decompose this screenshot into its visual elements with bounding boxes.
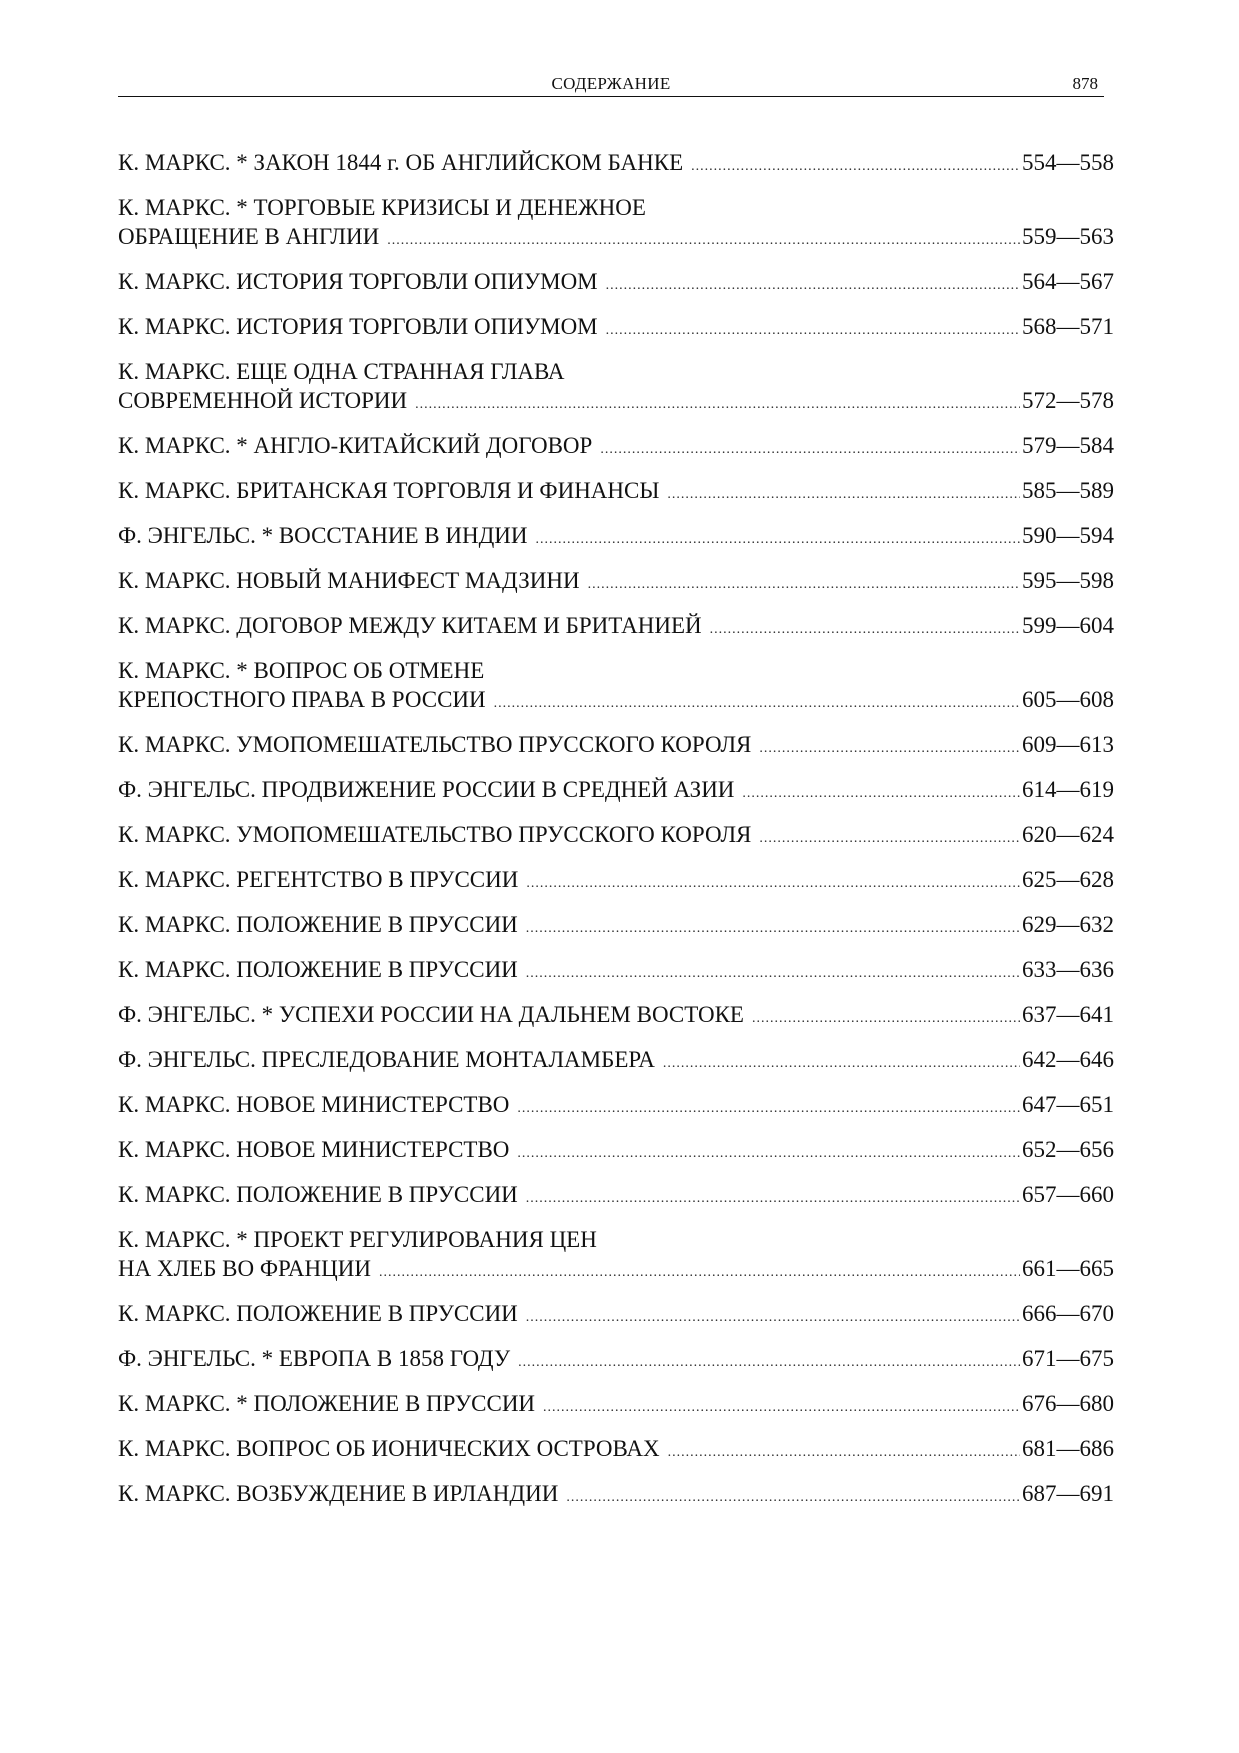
toc-entry <box>118 730 1114 763</box>
dot-leader <box>606 316 1020 345</box>
toc-entry-row <box>118 1045 1114 1078</box>
toc-entry <box>118 476 1114 509</box>
toc-entry-title: Ф. ЭНГЕЛЬС. * ВОССТАНИЕ В ИНДИИ <box>118 523 528 548</box>
dot-leader <box>526 1184 1020 1213</box>
toc-entry-pages: 647—651 <box>1022 1092 1114 1117</box>
toc-entry-row <box>118 955 1114 988</box>
toc-entry-title: К. МАРКС. УМОПОМЕШАТЕЛЬСТВО ПРУССКОГО КОРОЛЯ <box>118 822 752 847</box>
toc-entry-title: НА ХЛЕБ ВО ФРАНЦИИ <box>118 1256 371 1281</box>
toc-entry-title: К. МАРКС. * ПОЛОЖЕНИЕ В ПРУССИИ <box>118 1391 536 1416</box>
toc-entry-pages: 605—608 <box>1022 687 1114 712</box>
toc-entry <box>118 1000 1114 1033</box>
toc-entry <box>118 820 1114 853</box>
toc-entry-pages: 666—670 <box>1022 1301 1114 1326</box>
toc-entry-title: СОВРЕМЕННОЙ ИСТОРИИ <box>118 388 408 413</box>
toc-entry-row <box>118 1180 1114 1213</box>
toc-entry-row <box>118 865 1114 898</box>
toc-entry <box>118 1479 1114 1512</box>
toc-entry-row <box>118 1135 1114 1168</box>
dot-leader <box>663 1049 1020 1078</box>
toc-entry-title: ОБРАЩЕНИЕ В АНГЛИИ <box>118 224 380 249</box>
dot-leader <box>536 525 1021 554</box>
toc-entry-row <box>118 1000 1114 1033</box>
toc-entry-title: К. МАРКС. ИСТОРИЯ ТОРГОВЛИ ОПИУМОМ <box>118 269 598 294</box>
dot-leader <box>387 226 1020 255</box>
dot-leader <box>517 1094 1020 1123</box>
toc-entry-title: К. МАРКС. УМОПОМЕШАТЕЛЬСТВО ПРУССКОГО КОРОЛЯ <box>118 732 752 757</box>
toc-entry <box>118 1434 1114 1467</box>
toc-entry-row <box>118 267 1114 300</box>
dot-leader <box>415 390 1020 419</box>
toc-entry-title: Ф. ЭНГЕЛЬС. * ЕВРОПА В 1858 ГОДУ <box>118 1346 511 1371</box>
toc-entry-row <box>118 1299 1114 1332</box>
toc-entry-pages: 559—563 <box>1022 224 1114 249</box>
dot-leader <box>759 824 1020 853</box>
toc-entry-title: К. МАРКС. ПОЛОЖЕНИЕ В ПРУССИИ <box>118 1301 518 1326</box>
toc-entry-title: К. МАРКС. ДОГОВОР МЕЖДУ КИТАЕМ И БРИТАНИЕЙ <box>118 613 702 638</box>
toc-entry <box>118 1090 1114 1123</box>
dot-leader <box>691 152 1020 181</box>
toc-entry-title: К. МАРКС. НОВОЕ МИНИСТЕРСТВО <box>118 1137 510 1162</box>
toc-entry <box>118 267 1114 300</box>
toc-entry-title: К. МАРКС. * ВОПРОС ОБ ОТМЕНЕ <box>118 658 485 683</box>
toc-entry-row <box>118 1389 1114 1422</box>
toc-entry <box>118 955 1114 988</box>
dot-leader <box>518 1348 1020 1377</box>
toc-entry-pages: 609—613 <box>1022 732 1114 757</box>
dot-leader <box>379 1258 1020 1287</box>
toc-entry-pages: 652—656 <box>1022 1137 1114 1162</box>
toc-entry-row <box>118 611 1114 644</box>
dot-leader <box>588 570 1020 599</box>
toc-entry-row <box>118 222 1114 255</box>
toc-entry <box>118 611 1114 644</box>
toc-entry <box>118 865 1114 898</box>
toc-entry-title: К. МАРКС. * ЗАКОН 1844 г. ОБ АНГЛИЙСКОМ БАНКЕ <box>118 150 684 175</box>
toc-entry-pages: 633—636 <box>1022 957 1114 982</box>
toc-entry-row <box>118 386 1114 419</box>
page-number: 878 <box>1072 74 1098 93</box>
toc-entry-pages: 642—646 <box>1022 1047 1114 1072</box>
toc-entry-pages: 629—632 <box>1022 912 1114 937</box>
toc-entry-title: К. МАРКС. ПОЛОЖЕНИЕ В ПРУССИИ <box>118 957 518 982</box>
dot-leader <box>526 869 1020 898</box>
toc-entry-title: К. МАРКС. ИСТОРИЯ ТОРГОВЛИ ОПИУМОМ <box>118 314 598 339</box>
toc-entry-title: Ф. ЭНГЕЛЬС. * УСПЕХИ РОССИИ НА ДАЛЬНЕМ ВОСТОКЕ <box>118 1002 744 1027</box>
toc-entry <box>118 1299 1114 1332</box>
toc-entry-title: К. МАРКС. ПОЛОЖЕНИЕ В ПРУССИИ <box>118 912 518 937</box>
toc-entry <box>118 656 1114 718</box>
toc-entry <box>118 1225 1114 1287</box>
toc-entry-title: К. МАРКС. * АНГЛО-КИТАЙСКИЙ ДОГОВОР <box>118 433 593 458</box>
dot-leader <box>759 734 1020 763</box>
toc-entry-title: КРЕПОСТНОГО ПРАВА В РОССИИ <box>118 687 486 712</box>
toc-entry-title: К. МАРКС. * ПРОЕКТ РЕГУЛИРОВАНИЯ ЦЕН <box>118 1227 597 1252</box>
dot-leader <box>606 271 1020 300</box>
toc-entry-title: К. МАРКС. НОВОЕ МИНИСТЕРСТВО <box>118 1092 510 1117</box>
table-of-contents <box>118 148 1114 1524</box>
toc-entry-pages: 661—665 <box>1022 1256 1114 1281</box>
running-header <box>118 74 1104 97</box>
toc-entry-pages: 554—558 <box>1022 150 1114 175</box>
toc-entry-title: Ф. ЭНГЕЛЬС. ПРОДВИЖЕНИЕ РОССИИ В СРЕДНЕЙ АЗИИ <box>118 777 735 802</box>
toc-entry-title: К. МАРКС. БРИТАНСКАЯ ТОРГОВЛЯ И ФИНАНСЫ <box>118 478 660 503</box>
toc-entry <box>118 1180 1114 1213</box>
toc-entry-pages: 657—660 <box>1022 1182 1114 1207</box>
toc-entry-pages: 625—628 <box>1022 867 1114 892</box>
toc-entry <box>118 312 1114 345</box>
toc-entry-row <box>118 1090 1114 1123</box>
dot-leader <box>566 1483 1020 1512</box>
toc-entry-pages: 585—589 <box>1022 478 1114 503</box>
dot-leader <box>668 1438 1020 1467</box>
toc-entry-title: К. МАРКС. НОВЫЙ МАНИФЕСТ МАДЗИНИ <box>118 568 580 593</box>
toc-entry-row <box>118 566 1114 599</box>
toc-entry <box>118 357 1114 419</box>
toc-entry-pages: 599—604 <box>1022 613 1114 638</box>
toc-entry-row <box>118 730 1114 763</box>
toc-entry-title: К. МАРКС. ВОПРОС ОБ ИОНИЧЕСКИХ ОСТРОВАХ <box>118 1436 660 1461</box>
toc-entry-row <box>118 1434 1114 1467</box>
toc-entry-row <box>118 148 1114 181</box>
dot-leader <box>710 615 1020 644</box>
dot-leader <box>517 1139 1020 1168</box>
toc-entry-row <box>118 312 1114 345</box>
toc-entry-title: К. МАРКС. ВОЗБУЖДЕНИЕ В ИРЛАНДИИ <box>118 1481 559 1506</box>
toc-entry <box>118 566 1114 599</box>
toc-entry <box>118 1389 1114 1422</box>
toc-entry-pages: 614—619 <box>1022 777 1114 802</box>
dot-leader <box>600 435 1020 464</box>
dot-leader <box>742 779 1020 808</box>
toc-entry-row <box>118 820 1114 853</box>
toc-entry-row <box>118 521 1114 554</box>
dot-leader <box>526 959 1020 988</box>
dot-leader <box>752 1004 1020 1033</box>
toc-entry-row <box>118 910 1114 943</box>
toc-entry <box>118 775 1114 808</box>
toc-entry-row <box>118 775 1114 808</box>
toc-entry-pages: 595—598 <box>1022 568 1114 593</box>
toc-entry-row <box>118 431 1114 464</box>
toc-entry-row <box>118 1479 1114 1512</box>
toc-entry-pages: 676—680 <box>1022 1391 1114 1416</box>
header-title: СОДЕРЖАНИЕ <box>551 74 671 93</box>
toc-entry-pages: 564—567 <box>1022 269 1114 294</box>
toc-entry-pages: 568—571 <box>1022 314 1114 339</box>
toc-entry <box>118 910 1114 943</box>
toc-entry-row <box>118 1344 1114 1377</box>
toc-entry <box>118 1135 1114 1168</box>
dot-leader <box>543 1393 1020 1422</box>
toc-entry-title: Ф. ЭНГЕЛЬС. ПРЕСЛЕДОВАНИЕ МОНТАЛАМБЕРА <box>118 1047 655 1072</box>
dot-leader <box>526 914 1020 943</box>
toc-entry-row <box>118 685 1114 718</box>
toc-entry-row <box>118 476 1114 509</box>
toc-entry-pages: 681—686 <box>1022 1436 1114 1461</box>
toc-entry-title: К. МАРКС. ЕЩЕ ОДНА СТРАННАЯ ГЛАВА <box>118 359 565 384</box>
toc-entry <box>118 193 1114 255</box>
toc-entry-title: К. МАРКС. * ТОРГОВЫЕ КРИЗИСЫ И ДЕНЕЖНОЕ <box>118 195 646 220</box>
toc-entry <box>118 521 1114 554</box>
toc-entry-pages: 620—624 <box>1022 822 1114 847</box>
toc-entry-pages: 687—691 <box>1022 1481 1114 1506</box>
toc-entry-title: К. МАРКС. ПОЛОЖЕНИЕ В ПРУССИИ <box>118 1182 518 1207</box>
toc-entry-pages: 637—641 <box>1022 1002 1114 1027</box>
toc-entry-row <box>118 1254 1114 1287</box>
toc-entry-pages: 590—594 <box>1022 523 1114 548</box>
dot-leader <box>667 480 1020 509</box>
toc-entry <box>118 1045 1114 1078</box>
toc-entry-title: К. МАРКС. РЕГЕНТСТВО В ПРУССИИ <box>118 867 519 892</box>
toc-entry <box>118 1344 1114 1377</box>
toc-entry-pages: 671—675 <box>1022 1346 1114 1371</box>
dot-leader <box>494 689 1020 718</box>
toc-entry-pages: 579—584 <box>1022 433 1114 458</box>
toc-entry <box>118 431 1114 464</box>
toc-entry-pages: 572—578 <box>1022 388 1114 413</box>
dot-leader <box>526 1303 1020 1332</box>
toc-entry <box>118 148 1114 181</box>
